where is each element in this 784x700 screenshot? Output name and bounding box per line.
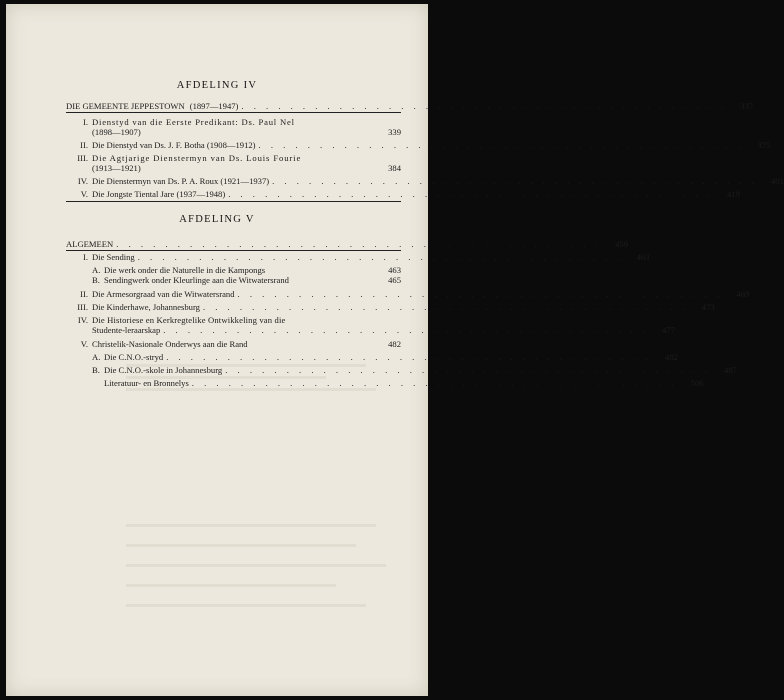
dot-leader: . . . . . . . . . . . . . . . . . . . . . . . . . . . . . . . . . . . . . . . . xyxy=(272,176,758,186)
toc-subentry xyxy=(66,378,704,388)
entry-text: Die Armesorgraad van die Witwatersrand xyxy=(92,289,235,299)
toc-entry xyxy=(66,189,740,199)
toc-entry xyxy=(66,252,650,262)
page-number: 473 xyxy=(701,302,715,312)
section-title: AFDELING V xyxy=(179,214,255,225)
page-number: 339 xyxy=(388,127,401,137)
toc-main-entry xyxy=(66,101,754,111)
show-through-mark xyxy=(126,388,376,391)
page-number: 401 xyxy=(770,176,784,186)
page-number: 477 xyxy=(662,325,675,335)
page-number: 375 xyxy=(757,140,771,150)
page-number: 463 xyxy=(388,265,401,275)
toc-entry xyxy=(66,315,401,325)
entry-text: (1898—1907) xyxy=(92,127,141,137)
entry-text: Die C.N.O.-stryd xyxy=(104,352,164,362)
entry-text: Die Dienstyd van Ds. J. F. Botha (1908—1912) xyxy=(92,140,256,150)
page-number: 465 xyxy=(388,275,401,285)
dot-leader: . . . . . . . . . . . . . . . . . . . . . . . . . . . . . . . . . . . . . . . . xyxy=(241,101,728,111)
book-page xyxy=(6,4,784,696)
dot-leader: . . . . . . . . . . . . . . . . . . . . . . . . . . . . . . . . . . . . . . . . xyxy=(258,140,745,150)
show-through-mark xyxy=(126,524,376,527)
toc-entry xyxy=(66,302,715,312)
entry-number: II. xyxy=(80,289,88,299)
entry-text: Die Jongste Tiental Jare (1937—1948) xyxy=(92,189,226,199)
toc-main-entry xyxy=(66,239,628,249)
entry-text: Die C.N.O.-skole in Johannesburg xyxy=(104,365,223,375)
dot-leader: . . . . . . . . . . . . . . . . . . . . . . . . . . . . . . . . . . . . . . . . xyxy=(237,289,724,299)
entry-text: Die werk onder die Naturelle in die Kampongs xyxy=(104,265,266,275)
entry-number: III. xyxy=(77,302,88,312)
entry-text: ALGEMEEN xyxy=(66,239,114,249)
page-number: 384 xyxy=(388,163,401,173)
entry-text: Die Historiese en Kerkregtelike Ontwikkeling van die xyxy=(92,315,286,325)
dot-leader: . . . . . . . . . . . . . . . . . . . . . . . . . . . . . . . . . . . . . . . . xyxy=(191,378,678,388)
page-number: 459 xyxy=(615,239,628,249)
entry-number: II. xyxy=(80,140,88,150)
show-through-mark xyxy=(126,604,366,607)
entry-number: I. xyxy=(82,252,88,262)
entry-number: I. xyxy=(82,117,88,127)
divider-rule xyxy=(66,250,401,251)
toc-subentry xyxy=(66,352,678,362)
entry-number: V. xyxy=(80,339,88,349)
divider-rule xyxy=(66,201,401,202)
page-number: 506 xyxy=(690,378,704,388)
entry-text: Die Agtjarige Dienstermyn van Ds. Louis Fourie xyxy=(92,153,302,163)
entry-years: (1897—1947) xyxy=(189,101,239,111)
toc-entry xyxy=(66,117,401,127)
entry-number: IV. xyxy=(77,176,88,186)
entry-letter: A. xyxy=(92,265,101,275)
dot-leader: . . . . . . . . . . . . . . . . . . . . . . . . . . . . . . . . . . . . . . . . xyxy=(116,239,602,249)
dot-leader: . . . . . . . . . . . . . . . . . . . . . . . . . . . . . . . . . . . . . . . . xyxy=(225,365,711,375)
toc-entry-continuation xyxy=(66,127,401,137)
toc-entry xyxy=(66,339,401,349)
page-number: 487 xyxy=(724,365,737,375)
page-number: 482 xyxy=(388,339,401,349)
entry-text: Die Dienstermyn van Ds. P. A. Roux (1921—1937) xyxy=(92,176,270,186)
toc-entry xyxy=(66,153,401,163)
toc-entry xyxy=(66,140,771,150)
toc-entry xyxy=(66,289,750,299)
entry-text: (1913—1921) xyxy=(92,163,141,173)
toc-entry xyxy=(66,176,784,186)
section-title: AFDELING IV xyxy=(176,80,258,91)
divider-rule xyxy=(66,112,401,113)
toc-subentry xyxy=(66,265,401,275)
entry-text: Literatuur- en Bronnelys xyxy=(104,378,189,388)
page-number: 337 xyxy=(740,101,754,111)
toc-subentry xyxy=(66,365,737,375)
entry-number: V. xyxy=(80,189,88,199)
page-number: 469 xyxy=(736,289,750,299)
dot-leader: . . . . . . . . . . . . . . . . . . . . . . . . . . . . . . . . . . . . . . . . xyxy=(137,252,624,262)
show-through-mark xyxy=(126,564,386,567)
entry-text: Dienstyd van die Eerste Predikant: Ds. Paul Nel xyxy=(92,117,295,127)
dot-leader: . . . . . . . . . . . . . . . . . . . . . . . . . . . . . . . . . . . . . . . . xyxy=(202,302,689,312)
entry-text: Die Sending xyxy=(92,252,135,262)
entry-number: III. xyxy=(77,153,88,163)
dot-leader: . . . . . . . . . . . . . . . . . . . . . . . . . . . . . . . . . . . . . . . . xyxy=(228,189,714,199)
entry-letter: B. xyxy=(92,275,100,285)
entry-text: DIE GEMEENTE JEPPESTOWN xyxy=(66,101,185,111)
show-through-mark xyxy=(126,544,356,547)
toc-entry-continuation xyxy=(66,325,675,335)
toc-subentry xyxy=(66,275,401,285)
entry-text: Studente-leraarskap xyxy=(92,325,161,335)
entry-text: Sendingwerk onder Kleurlinge aan die Witwatersrand xyxy=(104,275,289,285)
show-through-mark xyxy=(126,584,336,587)
page-number: 463 xyxy=(636,252,650,262)
dot-leader: . . . . . . . . . . . . . . . . . . . . . . . . . . . . . . . . . . . . . . . . xyxy=(166,352,652,362)
toc-entry-continuation xyxy=(66,163,401,173)
entry-letter: A. xyxy=(92,352,101,362)
entry-text: Die Kinderhawe, Johannesburg xyxy=(92,302,200,312)
entry-number: IV. xyxy=(77,315,88,325)
dot-leader: . . . . . . . . . . . . . . . . . . . . . . . . . . . . . . . . . . . . . . . . xyxy=(163,325,649,335)
entry-letter: B. xyxy=(92,365,100,375)
entry-text: Christelik-Nasionale Onderwys aan die Rand xyxy=(92,339,248,349)
page-number: 482 xyxy=(665,352,678,362)
page-number: 419 xyxy=(727,189,740,199)
